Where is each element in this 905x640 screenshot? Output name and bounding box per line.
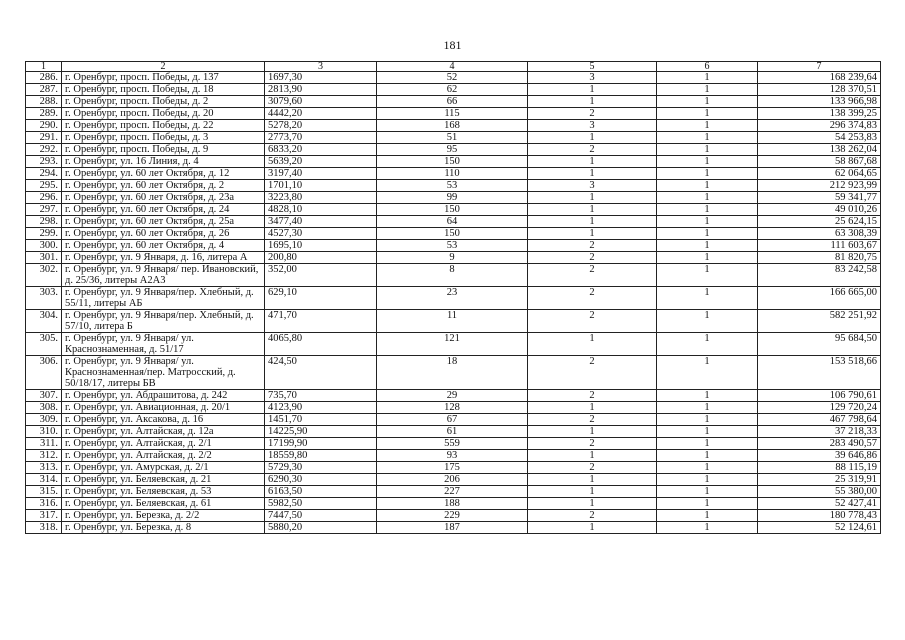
amount-cell: 106 790,61 — [758, 390, 881, 402]
table-row — [26, 96, 881, 108]
row-number: 303. — [26, 287, 62, 310]
column-header: 3 — [265, 62, 377, 72]
address-cell: г. Оренбург, ул. 9 Января/пер. Хлебный, д. 57/10, литера Б — [62, 310, 265, 333]
flag-cell: 1 — [657, 72, 758, 84]
row-number: 300. — [26, 240, 62, 252]
area-cell: 4828,10 — [265, 204, 377, 216]
category-cell: 2 — [528, 264, 657, 287]
table-row — [26, 356, 881, 390]
row-number: 306. — [26, 356, 62, 390]
address-cell: г. Оренбург, ул. 60 лет Октября, д. 4 — [62, 240, 265, 252]
table-row — [26, 252, 881, 264]
area-cell: 3223,80 — [265, 192, 377, 204]
address-cell: г. Оренбург, ул. 16 Линия, д. 4 — [62, 156, 265, 168]
amount-cell: 138 262,04 — [758, 144, 881, 156]
count-cell: 128 — [377, 402, 528, 414]
count-cell: 9 — [377, 252, 528, 264]
amount-cell: 39 646,86 — [758, 450, 881, 462]
row-number: 291. — [26, 132, 62, 144]
flag-cell: 1 — [657, 474, 758, 486]
area-cell: 5729,30 — [265, 462, 377, 474]
table-row — [26, 390, 881, 402]
count-cell: 559 — [377, 438, 528, 450]
flag-cell: 1 — [657, 438, 758, 450]
table-row — [26, 192, 881, 204]
category-cell: 1 — [528, 498, 657, 510]
row-number: 296. — [26, 192, 62, 204]
category-cell: 2 — [528, 240, 657, 252]
address-cell: г. Оренбург, ул. 9 Января/ ул. Краснознаменная/пер. Матросский, д. 50/18/17, литеры БВ — [62, 356, 265, 390]
row-number: 308. — [26, 402, 62, 414]
category-cell: 1 — [528, 402, 657, 414]
count-cell: 188 — [377, 498, 528, 510]
table-row — [26, 414, 881, 426]
count-cell: 150 — [377, 228, 528, 240]
area-cell: 4527,30 — [265, 228, 377, 240]
area-cell: 1701,10 — [265, 180, 377, 192]
amount-cell: 88 115,19 — [758, 462, 881, 474]
count-cell: 11 — [377, 310, 528, 333]
area-cell: 1697,30 — [265, 72, 377, 84]
category-cell: 2 — [528, 144, 657, 156]
amount-cell: 95 684,50 — [758, 333, 881, 356]
row-number: 316. — [26, 498, 62, 510]
row-number: 310. — [26, 426, 62, 438]
table-row — [26, 498, 881, 510]
address-cell: г. Оренбург, ул. Авиационная, д. 20/1 — [62, 402, 265, 414]
count-cell: 61 — [377, 426, 528, 438]
flag-cell: 1 — [657, 287, 758, 310]
address-cell: г. Оренбург, ул. Беляевская, д. 53 — [62, 486, 265, 498]
amount-cell: 81 820,75 — [758, 252, 881, 264]
count-cell: 52 — [377, 72, 528, 84]
address-cell: г. Оренбург, ул. Алтайская, д. 2/2 — [62, 450, 265, 462]
area-cell: 7447,50 — [265, 510, 377, 522]
area-cell: 471,70 — [265, 310, 377, 333]
table-row — [26, 310, 881, 333]
table-row — [26, 144, 881, 156]
area-cell: 17199,90 — [265, 438, 377, 450]
count-cell: 62 — [377, 84, 528, 96]
area-cell: 5982,50 — [265, 498, 377, 510]
table-row — [26, 462, 881, 474]
row-number: 286. — [26, 72, 62, 84]
count-cell: 227 — [377, 486, 528, 498]
flag-cell: 1 — [657, 108, 758, 120]
category-cell: 3 — [528, 72, 657, 84]
count-cell: 206 — [377, 474, 528, 486]
flag-cell: 1 — [657, 426, 758, 438]
area-cell: 5880,20 — [265, 522, 377, 534]
table-row — [26, 120, 881, 132]
table-body — [26, 72, 881, 534]
amount-cell: 296 374,83 — [758, 120, 881, 132]
flag-cell: 1 — [657, 120, 758, 132]
table-row — [26, 402, 881, 414]
flag-cell: 1 — [657, 132, 758, 144]
area-cell: 6163,50 — [265, 486, 377, 498]
area-cell: 629,10 — [265, 287, 377, 310]
count-cell: 115 — [377, 108, 528, 120]
address-cell: г. Оренбург, ул. 60 лет Октября, д. 25а — [62, 216, 265, 228]
category-cell: 3 — [528, 180, 657, 192]
table-row — [26, 180, 881, 192]
area-cell: 4065,80 — [265, 333, 377, 356]
amount-cell: 129 720,24 — [758, 402, 881, 414]
count-cell: 93 — [377, 450, 528, 462]
table-row — [26, 72, 881, 84]
area-cell: 1451,70 — [265, 414, 377, 426]
category-cell: 1 — [528, 132, 657, 144]
amount-cell: 153 518,66 — [758, 356, 881, 390]
category-cell: 1 — [528, 216, 657, 228]
table-row — [26, 168, 881, 180]
table-row — [26, 108, 881, 120]
flag-cell: 1 — [657, 356, 758, 390]
count-cell: 18 — [377, 356, 528, 390]
table-row — [26, 486, 881, 498]
area-cell: 5639,20 — [265, 156, 377, 168]
category-cell: 1 — [528, 192, 657, 204]
flag-cell: 1 — [657, 414, 758, 426]
table-row — [26, 132, 881, 144]
amount-cell: 168 239,64 — [758, 72, 881, 84]
address-cell: г. Оренбург, ул. 60 лет Октября, д. 12 — [62, 168, 265, 180]
area-cell: 424,50 — [265, 356, 377, 390]
column-header: 5 — [528, 62, 657, 72]
table-row — [26, 474, 881, 486]
count-cell: 99 — [377, 192, 528, 204]
category-cell: 2 — [528, 414, 657, 426]
area-cell: 6833,20 — [265, 144, 377, 156]
amount-cell: 180 778,43 — [758, 510, 881, 522]
row-number: 317. — [26, 510, 62, 522]
table-row — [26, 264, 881, 287]
flag-cell: 1 — [657, 486, 758, 498]
amount-cell: 128 370,51 — [758, 84, 881, 96]
amount-cell: 467 798,64 — [758, 414, 881, 426]
flag-cell: 1 — [657, 204, 758, 216]
flag-cell: 1 — [657, 156, 758, 168]
amount-cell: 166 665,00 — [758, 287, 881, 310]
flag-cell: 1 — [657, 402, 758, 414]
category-cell: 2 — [528, 310, 657, 333]
row-number: 302. — [26, 264, 62, 287]
category-cell: 1 — [528, 204, 657, 216]
flag-cell: 1 — [657, 168, 758, 180]
amount-cell: 49 010,26 — [758, 204, 881, 216]
amount-cell: 52 427,41 — [758, 498, 881, 510]
address-cell: г. Оренбург, ул. 60 лет Октября, д. 23а — [62, 192, 265, 204]
area-cell: 5278,20 — [265, 120, 377, 132]
category-cell: 1 — [528, 450, 657, 462]
category-cell: 2 — [528, 438, 657, 450]
count-cell: 29 — [377, 390, 528, 402]
flag-cell: 1 — [657, 333, 758, 356]
row-number: 318. — [26, 522, 62, 534]
amount-cell: 133 966,98 — [758, 96, 881, 108]
count-cell: 168 — [377, 120, 528, 132]
count-cell: 66 — [377, 96, 528, 108]
address-cell: г. Оренбург, ул. Амурская, д. 2/1 — [62, 462, 265, 474]
row-number: 313. — [26, 462, 62, 474]
address-cell: г. Оренбург, ул. Абдрашитова, д. 242 — [62, 390, 265, 402]
category-cell: 2 — [528, 390, 657, 402]
area-cell: 4123,90 — [265, 402, 377, 414]
address-cell: г. Оренбург, ул. Березка, д. 8 — [62, 522, 265, 534]
area-cell: 6290,30 — [265, 474, 377, 486]
flag-cell: 1 — [657, 252, 758, 264]
area-cell: 3477,40 — [265, 216, 377, 228]
column-header: 6 — [657, 62, 758, 72]
table-row — [26, 333, 881, 356]
flag-cell: 1 — [657, 180, 758, 192]
flag-cell: 1 — [657, 192, 758, 204]
area-cell: 1695,10 — [265, 240, 377, 252]
amount-cell: 55 380,00 — [758, 486, 881, 498]
count-cell: 175 — [377, 462, 528, 474]
count-cell: 23 — [377, 287, 528, 310]
row-number: 311. — [26, 438, 62, 450]
count-cell: 8 — [377, 264, 528, 287]
page-number: 181 — [443, 38, 462, 52]
amount-cell: 52 124,61 — [758, 522, 881, 534]
count-cell: 51 — [377, 132, 528, 144]
row-number: 305. — [26, 333, 62, 356]
area-cell: 18559,80 — [265, 450, 377, 462]
address-cell: г. Оренбург, просп. Победы, д. 20 — [62, 108, 265, 120]
row-number: 297. — [26, 204, 62, 216]
area-cell: 2773,70 — [265, 132, 377, 144]
flag-cell: 1 — [657, 240, 758, 252]
column-header: 1 — [26, 62, 62, 72]
row-number: 307. — [26, 390, 62, 402]
table-row — [26, 156, 881, 168]
address-cell: г. Оренбург, просп. Победы, д. 18 — [62, 84, 265, 96]
area-cell: 200,80 — [265, 252, 377, 264]
flag-cell: 1 — [657, 462, 758, 474]
amount-cell: 212 923,99 — [758, 180, 881, 192]
count-cell: 67 — [377, 414, 528, 426]
table-row — [26, 228, 881, 240]
address-cell: г. Оренбург, просп. Победы, д. 137 — [62, 72, 265, 84]
flag-cell: 1 — [657, 228, 758, 240]
row-number: 301. — [26, 252, 62, 264]
address-cell: г. Оренбург, ул. 9 Января/ пер. Ивановский, д. 25/36, литеры А2А3 — [62, 264, 265, 287]
column-header: 4 — [377, 62, 528, 72]
address-cell: г. Оренбург, ул. Алтайская, д. 2/1 — [62, 438, 265, 450]
amount-cell: 58 867,68 — [758, 156, 881, 168]
flag-cell: 1 — [657, 216, 758, 228]
category-cell: 2 — [528, 287, 657, 310]
amount-cell: 138 399,25 — [758, 108, 881, 120]
amount-cell: 63 308,39 — [758, 228, 881, 240]
housing-register-table — [25, 61, 881, 534]
amount-cell: 54 253,83 — [758, 132, 881, 144]
amount-cell: 25 319,91 — [758, 474, 881, 486]
address-cell: г. Оренбург, ул. 60 лет Октября, д. 26 — [62, 228, 265, 240]
category-cell: 1 — [528, 168, 657, 180]
address-cell: г. Оренбург, ул. 60 лет Октября, д. 24 — [62, 204, 265, 216]
table-row — [26, 204, 881, 216]
category-cell: 2 — [528, 356, 657, 390]
count-cell: 150 — [377, 204, 528, 216]
table-row — [26, 522, 881, 534]
address-cell: г. Оренбург, ул. Березка, д. 2/2 — [62, 510, 265, 522]
category-cell: 1 — [528, 486, 657, 498]
flag-cell: 1 — [657, 310, 758, 333]
table-row — [26, 438, 881, 450]
row-number: 309. — [26, 414, 62, 426]
table-row — [26, 287, 881, 310]
flag-cell: 1 — [657, 450, 758, 462]
area-cell: 2813,90 — [265, 84, 377, 96]
count-cell: 150 — [377, 156, 528, 168]
category-cell: 1 — [528, 228, 657, 240]
row-number: 295. — [26, 180, 62, 192]
category-cell: 2 — [528, 462, 657, 474]
count-cell: 110 — [377, 168, 528, 180]
category-cell: 1 — [528, 474, 657, 486]
address-cell: г. Оренбург, ул. 9 Января/ ул. Краснознаменная, д. 51/17 — [62, 333, 265, 356]
category-cell: 2 — [528, 510, 657, 522]
table-row — [26, 84, 881, 96]
category-cell: 1 — [528, 96, 657, 108]
category-cell: 2 — [528, 108, 657, 120]
column-header: 2 — [62, 62, 265, 72]
address-cell: г. Оренбург, ул. Алтайская, д. 12а — [62, 426, 265, 438]
flag-cell: 1 — [657, 390, 758, 402]
row-number: 290. — [26, 120, 62, 132]
amount-cell: 25 624,15 — [758, 216, 881, 228]
table-row — [26, 510, 881, 522]
area-cell: 4442,20 — [265, 108, 377, 120]
amount-cell: 37 218,33 — [758, 426, 881, 438]
category-cell: 1 — [528, 522, 657, 534]
count-cell: 229 — [377, 510, 528, 522]
address-cell: г. Оренбург, ул. 9 Января/пер. Хлебный, д. 55/11, литеры АБ — [62, 287, 265, 310]
flag-cell: 1 — [657, 96, 758, 108]
count-cell: 95 — [377, 144, 528, 156]
row-number: 293. — [26, 156, 62, 168]
row-number: 292. — [26, 144, 62, 156]
flag-cell: 1 — [657, 84, 758, 96]
flag-cell: 1 — [657, 498, 758, 510]
table-row — [26, 426, 881, 438]
amount-cell: 111 603,67 — [758, 240, 881, 252]
row-number: 287. — [26, 84, 62, 96]
area-cell: 352,00 — [265, 264, 377, 287]
row-number: 299. — [26, 228, 62, 240]
table-header-row — [26, 62, 881, 72]
flag-cell: 1 — [657, 522, 758, 534]
count-cell: 187 — [377, 522, 528, 534]
category-cell: 1 — [528, 333, 657, 356]
area-cell: 14225,90 — [265, 426, 377, 438]
category-cell: 2 — [528, 252, 657, 264]
area-cell: 735,70 — [265, 390, 377, 402]
area-cell: 3197,40 — [265, 168, 377, 180]
category-cell: 1 — [528, 426, 657, 438]
row-number: 315. — [26, 486, 62, 498]
flag-cell: 1 — [657, 264, 758, 287]
address-cell: г. Оренбург, просп. Победы, д. 22 — [62, 120, 265, 132]
flag-cell: 1 — [657, 510, 758, 522]
count-cell: 64 — [377, 216, 528, 228]
row-number: 294. — [26, 168, 62, 180]
category-cell: 1 — [528, 84, 657, 96]
row-number: 288. — [26, 96, 62, 108]
address-cell: г. Оренбург, просп. Победы, д. 3 — [62, 132, 265, 144]
row-number: 289. — [26, 108, 62, 120]
category-cell: 1 — [528, 156, 657, 168]
address-cell: г. Оренбург, ул. Аксакова, д. 16 — [62, 414, 265, 426]
address-cell: г. Оренбург, ул. Беляевская, д. 61 — [62, 498, 265, 510]
row-number: 312. — [26, 450, 62, 462]
area-cell: 3079,60 — [265, 96, 377, 108]
table-row — [26, 216, 881, 228]
count-cell: 121 — [377, 333, 528, 356]
row-number: 304. — [26, 310, 62, 333]
amount-cell: 83 242,58 — [758, 264, 881, 287]
column-header: 7 — [758, 62, 881, 72]
category-cell: 3 — [528, 120, 657, 132]
flag-cell: 1 — [657, 144, 758, 156]
row-number: 298. — [26, 216, 62, 228]
amount-cell: 59 341,77 — [758, 192, 881, 204]
table-row — [26, 240, 881, 252]
count-cell: 53 — [377, 240, 528, 252]
count-cell: 53 — [377, 180, 528, 192]
address-cell: г. Оренбург, просп. Победы, д. 9 — [62, 144, 265, 156]
address-cell: г. Оренбург, просп. Победы, д. 2 — [62, 96, 265, 108]
amount-cell: 283 490,57 — [758, 438, 881, 450]
address-cell: г. Оренбург, ул. Беляевская, д. 21 — [62, 474, 265, 486]
address-cell: г. Оренбург, ул. 9 Января, д. 16, литера А — [62, 252, 265, 264]
table-row — [26, 450, 881, 462]
amount-cell: 582 251,92 — [758, 310, 881, 333]
amount-cell: 62 064,65 — [758, 168, 881, 180]
row-number: 314. — [26, 474, 62, 486]
address-cell: г. Оренбург, ул. 60 лет Октября, д. 2 — [62, 180, 265, 192]
